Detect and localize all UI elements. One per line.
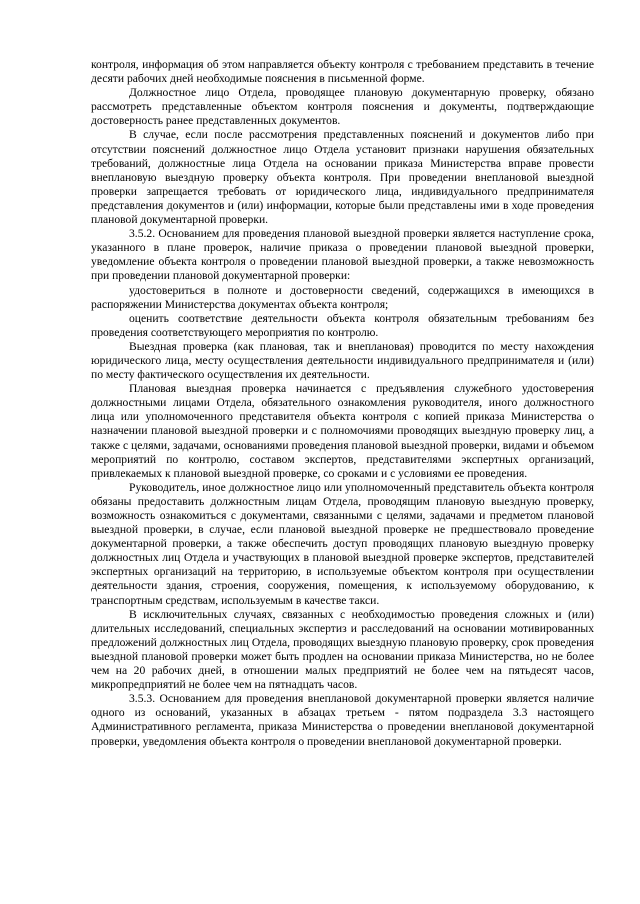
paragraph: В исключительных случаях, связанных с необходимостью проведения сложных и (или) длительных исследований, специальных экспертиз и расследований на основании мотивированных предложений должностных лиц Отдела, проводящих выездную плановую проверку, срок проведения выездной плановой проверки может быть продлен на основании приказа Министерства, но не более чем на 20 рабочих дней, в отношении малых предприятий не более чем на пятьдесят часов, микропредприятий не более чем на пятнадцать часов. [91,607,594,692]
paragraph: Выездная проверка (как плановая, так и внеплановая) проводится по месту нахождения юридического лица, месту осуществления деятельности индивидуального предпринимателя и (или) по месту фактического осуществления их деятельности. [91,339,594,382]
paragraph: оценить соответствие деятельности объекта контроля обязательным требованиям без проведения соответствующего мероприятия по контролю. [91,311,594,339]
paragraph: Должностное лицо Отдела, проводящее плановую документарную проверку, обязано рассмотреть представленные объектом контроля пояснения и документы, подтверждающие достоверность ранее представленных документов. [91,86,594,128]
paragraph: Руководитель, иное должностное лицо или уполномоченный представитель объекта контроля обязаны предоставить должностным лицам Отдела, проводящим плановую выездную проверку, возможность ознакомиться с документами, связанными с целями, задачами и предметом плановой выездной проверки, в случае, если плановой выездной проверке не предшествовало проведение документарной проверки, а также обеспечить доступ проводящих плановую выездную проверку должностных лиц Отдела и участвующих в плановой выездной проверке экспертов, представителей экспертных организаций на территорию, в используемые объектом контроля при осуществлении деятельности здания, строения, сооружения, помещения, к используемому оборудованию, к транспортным средствам, используемым в качестве такси. [91,480,594,607]
paragraph-continuation: контроля, информация об этом направляется объекту контроля с требованием представить в течение десяти рабочих дней необходимые пояснения в письменной форме. [91,58,594,86]
document-body [91,58,594,749]
paragraph-clause-3-5-2: 3.5.2. Основанием для проведения плановой выездной проверки является наступление срока, указанного в плане проверок, наличие приказа о проведении плановой выездной проверки, уведомление объекта контроля о проведении плановой выездной проверки, а также невозможность при проведении плановой документарной проверки: [91,227,594,283]
paragraph: В случае, если после рассмотрения представленных пояснений и документов либо при отсутствии пояснений должностное лицо Отдела установит признаки нарушения обязательных требований, должностные лица Отдела на основании приказа Министерства вправе провести внеплановую выездную проверку объекта контроля. При проведении внеплановой выездной проверки запрещается требовать от юридического лица, индивидуального предпринимателя представления документов и (или) информации, которые были представлены ими в ходе проведения плановой документарной проверки. [91,128,594,227]
paragraph: Плановая выездная проверка начинается с предъявления служебного удостоверения должностными лицами Отдела, обязательного ознакомления руководителя, иного должностного лица или уполномоченного представителя объекта контроля с копией приказа Министерства о назначении плановой выездной проверки и с полномочиями проводящих выездную проверку лиц, а также с целями, задачами, основаниями проведения плановой выездной проверки, видами и объемом мероприятий по контролю, составом экспертов, представителями экспертных организаций, привлекаемых к плановой выездной проверке, со сроками и с условиями ее проведения. [91,382,594,480]
paragraph-clause-3-5-3: 3.5.3. Основанием для проведения внеплановой документарной проверки является наличие одного из оснований, указанных в абзацах третьем - пятом подраздела 3.3 настоящего Административного регламента, приказа Министерства о проведении внеплановой документарной проверки, уведомления объекта контроля о проведении внеплановой документарной проверки. [91,692,594,748]
paragraph: удостовериться в полноте и достоверности сведений, содержащихся в имеющихся в распоряжении Министерства документах объекта контроля; [91,283,594,311]
